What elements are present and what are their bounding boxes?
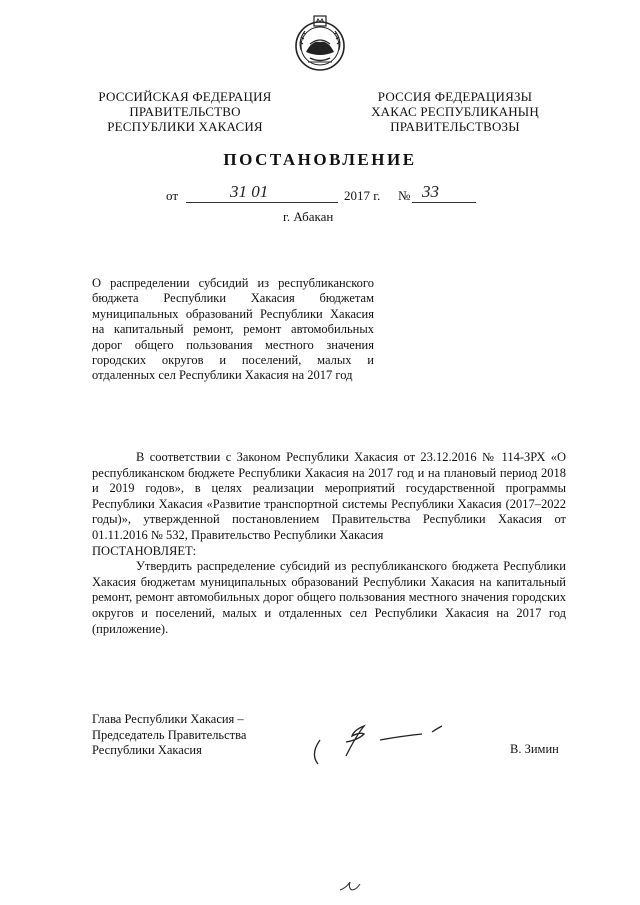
header-ru-line: ПРАВИТЕЛЬСТВО bbox=[129, 104, 241, 119]
body-paragraph-decision: Утвердить распределение субсидий из республиканского бюджета Республики Хакасия бюджетам муниципальных образований Республики Хакасия на капитальный ремонт, ремонт автомобильных дорог общего пользования местного значения городских округов и поселений, малых и отдаленных сел Республики Хакасия на 2017 год (приложение). bbox=[92, 559, 566, 636]
document-subject: О распределении субсидий из республиканского бюджета Республики Хакасия бюджетам муниципальных образований Республики Хакасия на капитальный ремонт, ремонт автомобильных дорог общего пользования местного значения городских округов и поселений, малых и отдаленных сел Республики Хакасия на 2017 год bbox=[92, 276, 374, 383]
signatory-title-line: Глава Республики Хакасия – bbox=[92, 712, 244, 726]
handwritten-mark-icon bbox=[338, 878, 362, 894]
header-khakas-line: РОССИЯ ФЕДЕРАЦИЯЗЫ bbox=[377, 89, 533, 104]
year-label: 2017 г. bbox=[344, 188, 381, 203]
number-prefix: № bbox=[398, 188, 411, 203]
document-body bbox=[92, 450, 566, 637]
document-title: ПОСТАНОВЛЕНИЕ bbox=[223, 150, 417, 169]
header-ru-line: РЕСПУБЛИКИ ХАКАСИЯ bbox=[107, 119, 263, 134]
signatory-title-line: Председатель Правительства bbox=[92, 727, 247, 742]
signatory-title-line: Республики Хакасия bbox=[92, 743, 202, 758]
handwritten-signature-icon bbox=[306, 718, 456, 768]
date-prefix: от bbox=[166, 188, 179, 203]
number-handwritten: 33 bbox=[422, 182, 439, 201]
date-row bbox=[166, 182, 496, 208]
decree-word: ПОСТАНОВЛЯЕТ: bbox=[92, 543, 197, 558]
signer-name: В. Зимин bbox=[510, 742, 559, 756]
city-label: г. Абакан bbox=[283, 209, 334, 224]
coat-of-arms-icon bbox=[292, 14, 348, 72]
header-khakas-line: ХАКАС РЕСПУБЛИКАНЫҢ bbox=[371, 104, 539, 119]
number-underline bbox=[412, 202, 476, 203]
header-khakas-line: ПРАВИТЕЛЬСТВОЗЫ bbox=[390, 119, 520, 134]
header-ru-line: РОССИЙСКАЯ ФЕДЕРАЦИЯ bbox=[98, 89, 272, 104]
date-underline bbox=[186, 202, 338, 203]
date-handwritten: 31 01 bbox=[230, 182, 269, 201]
header-khakas bbox=[345, 89, 565, 134]
body-paragraph-preamble bbox=[92, 450, 566, 544]
signatory-title bbox=[92, 712, 246, 759]
preamble-text: В соответствии с Законом Республики Хакасия от 23.12.2016 № 114-ЗРХ «О республиканском бюджете Республики Хакасия на 2017 год и на плановый период 2018 и 2019 годов», в целях реализации мероприятий государственной программы Республики Хакасия «Развитие транспортной системы Республики Хакасия (2017–2022 годы)», утвержденной постановлением Правительства Республики Хакасия от 01.11.2016 № 532, Правительство Республики Хакасия bbox=[92, 450, 566, 542]
header-ru bbox=[75, 89, 295, 134]
